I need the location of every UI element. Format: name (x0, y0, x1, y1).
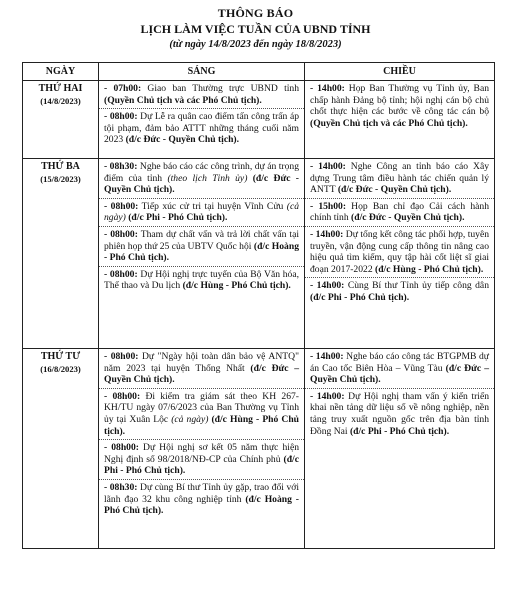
item-assignee: (đ/c Hoàng - Phó Chủ tịch). (104, 240, 299, 264)
item-assignee: (đ/c Hùng - Phó Chủ tịch). (375, 263, 484, 275)
schedule-item (305, 199, 494, 227)
schedule-item (99, 349, 304, 389)
item-time: - 08h30: (104, 161, 138, 172)
day-date: (16/8/2023) (40, 363, 81, 374)
schedule-item (99, 440, 304, 480)
item-assignee: (Quyền Chủ tịch và các Phó Chủ tịch). (104, 94, 262, 106)
day-name: THỨ TƯ (40, 351, 81, 362)
schedule-item (305, 389, 494, 439)
item-time: - 15h00: (310, 200, 347, 212)
item-time: - 14h00: (310, 351, 344, 362)
day-date: (15/8/2023) (40, 173, 81, 184)
day-cell (23, 81, 99, 159)
table-header-row (23, 63, 495, 81)
schedule-item (99, 159, 304, 199)
schedule-item (305, 159, 494, 199)
item-time: - 14h00: (310, 280, 345, 292)
item-text: Tham dự chất vấn và trả lời chất vấn tại phiên họp thứ 25 của UBTV Quốc hội (104, 228, 300, 252)
item-time: - 08h30: (104, 481, 138, 493)
schedule-item (99, 389, 304, 440)
document-header (0, 0, 511, 51)
item-assignee: (đ/c Phi - Phó Chủ tịch). (125, 212, 228, 224)
morning-cell (99, 349, 305, 549)
item-assignee: (đ/c Đức - Quyền Chủ tịch). (351, 212, 465, 224)
item-text: Nghe báo cáo các công trình, dự án trọng điểm của tỉnh (104, 161, 299, 184)
column-header-afternoon: CHIỀU (305, 63, 495, 81)
item-time: - 08h00: (104, 200, 139, 212)
date-range: (từ ngày 14/8/2023 đến ngày 18/8/2023) (169, 39, 342, 50)
item-text: Dự Hội nghị sơ kết 05 năm thực hiện Nghị định số 98/2018/NĐ-CP của Chính phủ (104, 442, 299, 465)
schedule-item (99, 199, 304, 227)
item-text: Nghe Công an tỉnh báo cáo Xây dựng Trung tâm điều hành tác chiến quản lý ANTT (310, 161, 489, 196)
item-text: Dự "Ngày hội toàn dân bảo vệ ANTQ" năm 2023 tại huyện Thống Nhất (104, 351, 299, 374)
schedule-item (99, 267, 304, 294)
item-note: (cả ngày) (104, 200, 300, 224)
table-row (23, 349, 495, 549)
item-time: - 14h00: (310, 83, 345, 94)
item-time: - 07h00: (104, 83, 142, 94)
column-header-day: NGÀY (23, 63, 99, 81)
item-text: Họp Ban chỉ đạo Cải cách hành chính tỉnh (310, 200, 489, 224)
day-cell (23, 159, 99, 349)
item-time: - 08h00: (104, 268, 138, 280)
item-text: Dự Lễ ra quân cao điểm tấn công trấn áp tội phạm, đảm bảo ATTT những tháng cuối năm 2023 (104, 111, 300, 146)
item-assignee: (đ/c Hùng - Phó Chủ tịch). (182, 280, 291, 292)
schedule-title: LỊCH LÀM VIỆC TUẦN CỦA UBND TỈNH (140, 22, 371, 36)
item-time: - 08h00: (104, 390, 141, 402)
afternoon-cell (305, 159, 495, 349)
item-time: - 08h00: (104, 228, 138, 240)
afternoon-cell (305, 349, 495, 549)
item-assignee: (đ/c Đức – Quyền Chủ tịch). (104, 362, 299, 386)
day-date: (14/8/2023) (40, 95, 81, 106)
item-assignee: (đ/c Hoàng - Phó Chủ tịch). (104, 493, 300, 517)
item-text: Dự cùng Bí thư Tỉnh ủy gặp, trao đổi với lãnh đạo 32 khu công nghiệp tỉnh (104, 481, 299, 505)
morning-cell (99, 81, 305, 159)
item-text: Giao ban Thường trực UBND tỉnh (141, 83, 299, 94)
item-text: Nghe báo cáo công tác BTGPMB dự án Cao tốc Biên Hòa – Vũng Tàu (310, 351, 490, 374)
schedule-table (22, 62, 495, 549)
item-assignee: (Quyền Chủ tịch và các Phó Chủ tịch). (310, 117, 468, 129)
item-assignee: (đ/c Đức - Quyền Chủ tịch). (337, 184, 452, 196)
day-name: THỨ BA (41, 161, 80, 172)
schedule-item (305, 349, 494, 389)
item-text: Dự Hội nghị trực tuyến của Bộ Văn hóa, Thể thao và Du lịch (104, 268, 299, 292)
item-assignee: (đ/c Phi - Phó Chủ tịch). (349, 425, 450, 437)
item-assignee: (đ/c Phi - Phó Chủ tịch). (104, 453, 299, 477)
item-text: Cùng Bí thư Tỉnh ủy tiếp công dân (344, 280, 489, 292)
day-name: THỨ HAI (38, 83, 83, 94)
item-assignee: (đ/c Phi - Phó Chủ tịch). (310, 291, 410, 303)
item-time: - 08h00: (104, 351, 139, 362)
item-assignee: (đ/c Đức – Quyền Chủ tịch). (310, 362, 489, 386)
item-time: - 14h00: (310, 390, 345, 402)
morning-cell (99, 159, 305, 349)
item-time: - 08h00: (104, 442, 139, 454)
item-text: Tiếp xúc cử tri tại huyện Vĩnh Cửu (138, 200, 287, 212)
schedule-item (305, 81, 494, 131)
schedule-item (305, 278, 494, 305)
item-note: (cả ngày) (171, 413, 209, 425)
item-note: (theo lịch Tỉnh ủy) (167, 172, 248, 184)
table-row (23, 159, 495, 349)
item-assignee: (đ/c Hùng - Phó Chủ tịch). (104, 413, 299, 437)
schedule-item (99, 109, 304, 148)
item-text: Họp Ban Thường vụ Tỉnh ủy, Ban chấp hành Đảng bộ tỉnh; hội nghị cán bộ chủ chốt thực hiện các bước về công tác cán bộ (310, 83, 489, 118)
item-time: - 14h00: (310, 161, 346, 172)
schedule-item (99, 227, 304, 267)
column-header-morning: SÁNG (99, 63, 305, 81)
day-cell (23, 349, 99, 549)
item-assignee: (đ/c Đức - Quyền Chủ tịch). (125, 134, 240, 146)
item-time: - 08h00: (104, 111, 138, 123)
schedule-item (99, 81, 304, 109)
item-text: Dự tổng kết công tác phối hợp, tuyên truyền, vận động cung cấp thông tin nâng cao hiệu quả tìm kiếm, quy tập hài cốt liệt sĩ giai đoạn 2017-2022 (310, 228, 490, 275)
item-text: Đi kiểm tra giám sát theo KH 267-KH/TU ngày 07/6/2023 của Ban Thường vụ Tỉnh ủy tại Xuân Lộc (104, 390, 299, 425)
item-assignee: (đ/c Đức - Quyền Chủ tịch). (104, 172, 299, 196)
notice-title: THÔNG BÁO (217, 6, 294, 20)
item-time: - 14h00: (310, 228, 344, 240)
table-row (23, 81, 495, 159)
schedule-item (305, 227, 494, 278)
schedule-item (99, 480, 304, 519)
item-text: Dự Hội nghị tham vấn ý kiến triển khai nền tảng dữ liệu số về nông nghiệp, nền tảng truy xuất nguồn gốc trên địa bàn tỉnh Đồng Nai (310, 390, 490, 437)
afternoon-cell (305, 81, 495, 159)
